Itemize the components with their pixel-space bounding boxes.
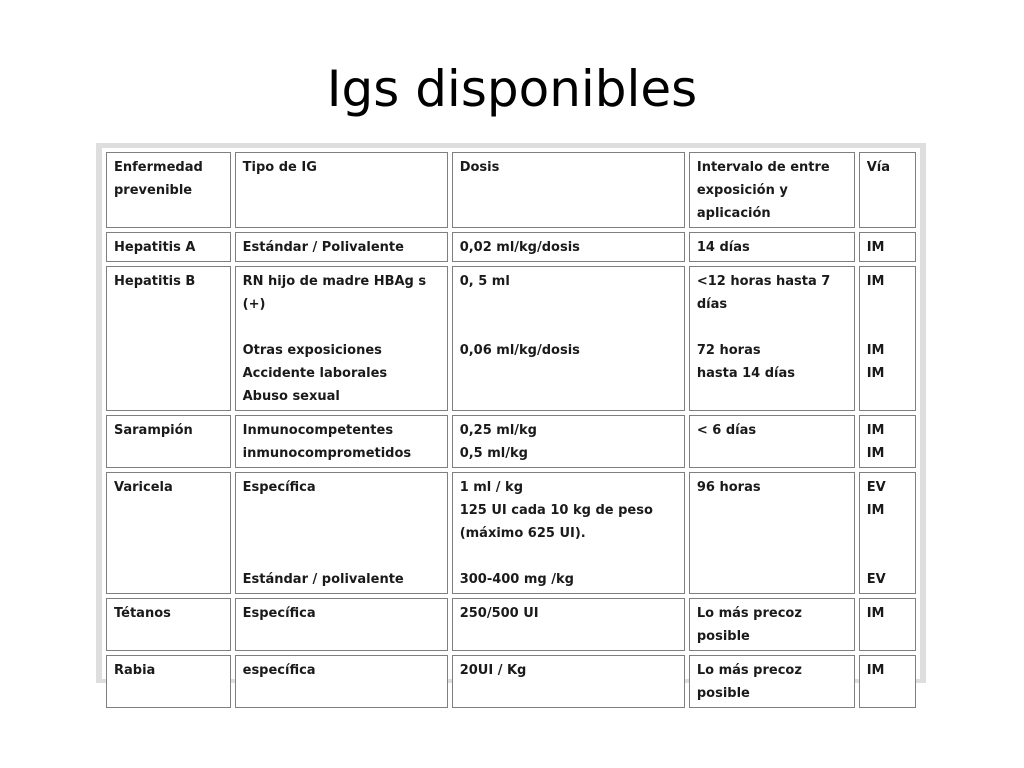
table-row xyxy=(106,472,916,594)
cell-text: Hepatitis A xyxy=(114,240,196,255)
cell-spacer xyxy=(697,316,847,339)
cell-text: 0,02 ml/kg/dosis xyxy=(459,240,580,255)
slide-title: Igs disponibles xyxy=(326,60,698,118)
cell-spacer xyxy=(460,545,677,568)
cell-spacer xyxy=(867,545,908,568)
cell-spacer xyxy=(243,522,440,545)
cell-text: 0, 5 ml xyxy=(459,274,510,289)
cell-text: (+) xyxy=(242,297,266,312)
cell-enfermedad xyxy=(106,472,231,594)
cell-text: < 6 días xyxy=(696,423,757,438)
cell-text: días xyxy=(696,297,728,312)
table-row xyxy=(106,266,916,411)
cell-text: 72 horas xyxy=(696,343,761,358)
cell-text: Estándar / Polivalente xyxy=(242,240,404,255)
cell-dosis xyxy=(452,655,685,708)
cell-text: IM xyxy=(866,606,885,621)
cell-text: IM xyxy=(866,446,885,461)
cell-text: 0,25 ml/kg xyxy=(459,423,537,438)
cell-tipo-ig xyxy=(235,266,448,411)
cell-text: 0,5 ml/kg xyxy=(459,446,528,461)
header-cell-tipo-ig xyxy=(235,152,448,228)
cell-enfermedad xyxy=(106,655,231,708)
cell-tipo-ig xyxy=(235,232,448,262)
cell-text: 14 días xyxy=(696,240,750,255)
cell-text: Tétanos xyxy=(114,606,171,621)
cell-spacer xyxy=(243,316,440,339)
cell-text: Varicela xyxy=(114,480,173,495)
cell-text: IM xyxy=(866,240,885,255)
cell-text: exposición y xyxy=(696,183,788,198)
cell-text: 0,06 ml/kg/dosis xyxy=(459,343,580,358)
cell-spacer xyxy=(867,316,908,339)
cell-enfermedad xyxy=(106,598,231,651)
cell-text: Inmunocompetentes xyxy=(242,423,394,438)
cell-text: Hepatitis B xyxy=(114,274,196,289)
cell-intervalo xyxy=(689,415,855,468)
cell-text: Vía xyxy=(866,160,890,175)
cell-intervalo xyxy=(689,232,855,262)
cell-tipo-ig xyxy=(235,598,448,651)
cell-via xyxy=(859,232,916,262)
cell-text: <12 horas hasta 7 xyxy=(696,274,831,289)
cell-text: Otras exposiciones xyxy=(242,343,382,358)
cell-text: EV xyxy=(866,480,886,495)
cell-enfermedad xyxy=(106,266,231,411)
cell-enfermedad xyxy=(106,415,231,468)
cell-text: prevenible xyxy=(114,183,193,198)
cell-tipo-ig xyxy=(235,655,448,708)
cell-intervalo xyxy=(689,472,855,594)
cell-tipo-ig xyxy=(235,415,448,468)
cell-text: IM xyxy=(866,366,885,381)
cell-text: Intervalo de entre xyxy=(696,160,830,175)
cell-via xyxy=(859,266,916,411)
header-cell-via xyxy=(859,152,916,228)
cell-text: Lo más precoz xyxy=(696,663,802,678)
cell-text: 125 UI cada 10 kg de peso xyxy=(459,503,653,518)
header-cell-dosis xyxy=(452,152,685,228)
cell-spacer xyxy=(243,545,440,568)
cell-text: Abuso sexual xyxy=(242,389,340,404)
cell-text: IM xyxy=(866,663,885,678)
cell-spacer xyxy=(460,316,677,339)
header-cell-intervalo xyxy=(689,152,855,228)
cell-spacer xyxy=(243,499,440,522)
cell-dosis xyxy=(452,266,685,411)
cell-dosis xyxy=(452,598,685,651)
cell-text: RN hijo de madre HBAg s xyxy=(242,274,427,289)
table-row xyxy=(106,415,916,468)
cell-text: Enfermedad xyxy=(114,160,203,175)
cell-text: 96 horas xyxy=(696,480,761,495)
table-body xyxy=(106,152,916,708)
cell-text: posible xyxy=(696,686,750,701)
cell-text: Dosis xyxy=(459,160,500,175)
cell-tipo-ig xyxy=(235,472,448,594)
cell-via xyxy=(859,415,916,468)
cell-text: IM xyxy=(866,503,885,518)
cell-text: Específica xyxy=(242,606,316,621)
cell-text: Sarampión xyxy=(114,423,193,438)
cell-spacer xyxy=(460,293,677,316)
table-image-frame xyxy=(96,143,926,701)
cell-dosis xyxy=(452,415,685,468)
cell-dosis xyxy=(452,472,685,594)
cell-text: aplicación xyxy=(696,206,771,221)
cell-text: específica xyxy=(242,663,316,678)
cell-dosis xyxy=(452,232,685,262)
table-header-row xyxy=(106,152,916,228)
table-row xyxy=(106,655,916,708)
cell-text: 250/500 UI xyxy=(459,606,539,621)
cell-text: Estándar / polivalente xyxy=(242,572,404,587)
cell-text: hasta 14 días xyxy=(696,366,796,381)
header-cell-enfermedad xyxy=(106,152,231,228)
table-row xyxy=(106,232,916,262)
cell-text: Específica xyxy=(242,480,316,495)
cell-text: IM xyxy=(866,423,885,438)
cell-via xyxy=(859,472,916,594)
cell-text: 1 ml / kg xyxy=(459,480,524,495)
cell-intervalo xyxy=(689,655,855,708)
cell-text: IM xyxy=(866,274,885,289)
cell-text: 20UI / Kg xyxy=(459,663,527,678)
cell-text: Lo más precoz xyxy=(696,606,802,621)
cell-intervalo xyxy=(689,266,855,411)
table-row xyxy=(106,598,916,651)
cell-enfermedad xyxy=(106,232,231,262)
cell-text: posible xyxy=(696,629,750,644)
cell-intervalo xyxy=(689,598,855,651)
cell-via xyxy=(859,655,916,708)
cell-text: (máximo 625 UI). xyxy=(459,526,586,541)
cell-text: inmunocomprometidos xyxy=(242,446,412,461)
cell-spacer xyxy=(867,522,908,545)
cell-text: EV xyxy=(866,572,886,587)
cell-spacer xyxy=(867,293,908,316)
cell-text: Tipo de IG xyxy=(242,160,317,175)
cell-text: 300-400 mg /kg xyxy=(459,572,574,587)
immunoglobulin-table xyxy=(102,148,920,712)
cell-text: IM xyxy=(866,343,885,358)
table-inner xyxy=(102,148,920,701)
cell-text: Accidente laborales xyxy=(242,366,388,381)
cell-via xyxy=(859,598,916,651)
cell-text: Rabia xyxy=(114,663,156,678)
